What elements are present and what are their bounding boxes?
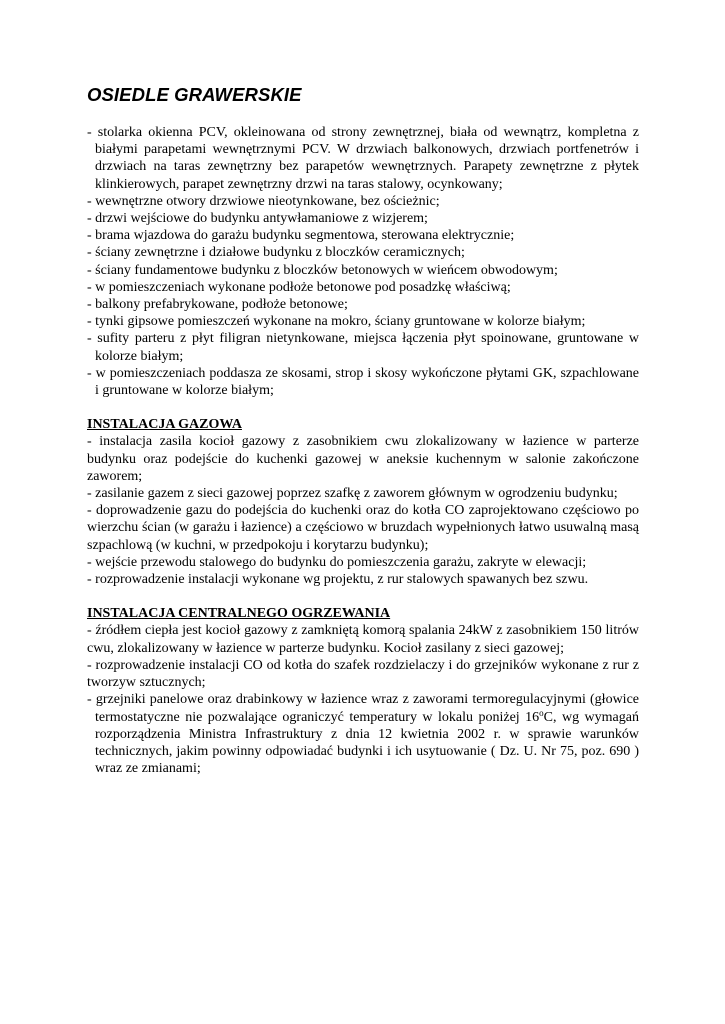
gas-section-heading: INSTALACJA GAZOWA bbox=[87, 417, 242, 433]
list-item: - sufity parteru z płyt filigran nietynkowane, miejsca łączenia płyt spoinowane, gruntowane w kolorze białym; bbox=[87, 331, 639, 364]
list-item: - tynki gipsowe pomieszczeń wykonane na mokro, ściany gruntowane w kolorze białym; bbox=[87, 314, 586, 330]
list-item: - zasilanie gazem z sieci gazowej poprzez szafkę z zaworem głównym w ogrodzeniu budynku; bbox=[87, 486, 618, 502]
heating-section-heading: INSTALACJA CENTRALNEGO OGRZEWANIA bbox=[87, 606, 391, 622]
list-item: - drzwi wejściowe do budynku antywłamaniowe z wizjerem; bbox=[87, 211, 428, 227]
degree-mark: o bbox=[539, 707, 544, 718]
list-item: - stolarka okienna PCV, okleinowana od strony zewnętrznej, biała od wewnątrz, kompletna z białymi parapetami wewnętrznymi PCV. W drzwiach balkonowych, drzwiach portfenetrów i drzwiach na taras zewnętrzny bez parapetów wewnętrznych. Parapety zewnętrzne z płytek klinkierowych, parapet zewnętrzny drzwi na taras stalowy, ocynkowany; bbox=[87, 125, 639, 192]
list-item: - balkony prefabrykowane, podłoże betonowe; bbox=[87, 297, 348, 313]
list-item: - doprowadzenie gazu do podejścia do kuchenki oraz do kotła CO zaprojektowano częściowo po wierzchu ścian (w garażu i łazience) a częściowo w bruzdach wypełnionych łatwo usuwalną masą szpachlową (w kuchni, w przedpokoju i korytarzu budynku); bbox=[87, 503, 639, 553]
radiator-text-end: C, wg wymagań rozporządzenia Ministra Infrastruktury z dnia 12 kwietnia 2002 r. w sprawie warunków technicznych, jakim powinny odpowiadać budynki i ich usytuowanie ( Dz. U. Nr 75, poz. 690 ) wraz ze zmianami; bbox=[95, 709, 639, 777]
intro-list bbox=[87, 124, 639, 399]
list-item: - ściany zewnętrzne i działowe budynku z bloczków ceramicznych; bbox=[87, 245, 465, 261]
section-spacer bbox=[87, 399, 639, 416]
list-item-radiators bbox=[87, 691, 639, 777]
list-item: - w pomieszczeniach wykonane podłoże betonowe pod posadzkę właściwą; bbox=[87, 279, 511, 295]
list-item: - źródłem ciepła jest kocioł gazowy z zamkniętą komorą spalania 24kW z zasobnikiem 150 litrów cwu, zlokalizowany w łazience w parterze budynku. Kocioł zasilany z sieci gazowej; bbox=[87, 623, 639, 656]
list-item: - wewnętrzne otwory drzwiowe nieotynkowane, bez ościeżnic; bbox=[87, 193, 440, 209]
list-item: - rozprowadzenie instalacji wykonane wg projektu, z rur stalowych spawanych bez szwu. bbox=[87, 572, 589, 588]
heating-section-list bbox=[87, 622, 639, 777]
document-title: OSIEDLE GRAWERSKIE bbox=[87, 84, 302, 105]
section-spacer bbox=[87, 588, 639, 605]
list-item: - wejście przewodu stalowego do budynku do pomieszczenia garażu, zakryte w elewacji; bbox=[87, 554, 587, 570]
document-page bbox=[87, 84, 639, 777]
list-item: - rozprowadzenie instalacji CO od kotła do szafek rozdzielaczy i do grzejników wykonane z rur z tworzyw sztucznych; bbox=[87, 657, 639, 691]
gas-section-list bbox=[87, 433, 639, 588]
list-item: - brama wjazdowa do garażu budynku segmentowa, sterowana elektrycznie; bbox=[87, 228, 515, 244]
list-item: - instalacja zasila kocioł gazowy z zasobnikiem cwu zlokalizowany w łazience w parterze budynku oraz podejście do kuchenki gazowej w aneksie kuchennym w salonie zakończone zaworem; bbox=[87, 434, 639, 484]
radiator-text-start: - grzejniki panelowe oraz drabinkowy w łazience wraz z zaworami termoregulacyjnymi (głowice termostatyczne nie pozwalające ograniczyć temperatury w lokalu poniżej 16 bbox=[87, 692, 639, 725]
list-item: - w pomieszczeniach poddasza ze skosami, strop i skosy wykończone płytami GK, szpachlowane i gruntowane w kolorze białym; bbox=[87, 365, 639, 399]
list-item: - ściany fundamentowe budynku z bloczków betonowych w wieńcem obwodowym; bbox=[87, 262, 558, 278]
